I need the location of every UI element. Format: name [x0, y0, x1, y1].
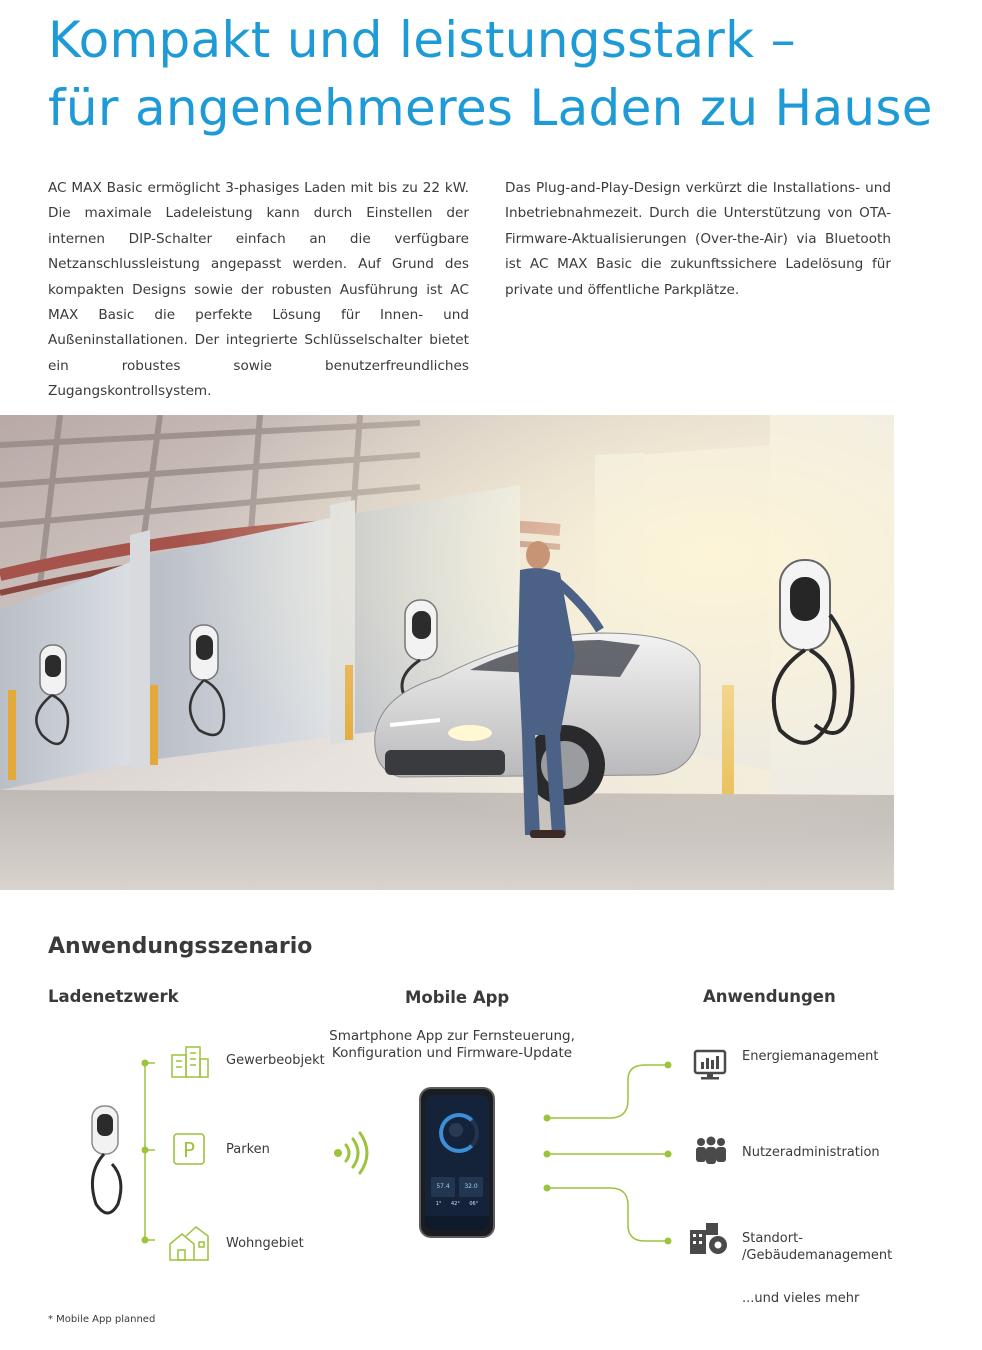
intro-column-2: Das Plug-and-Play-Design verkürzt die Installations- und Inbetriebnahmezeit. Durch die Unterstützung von OTA-Firmware-Aktualisierungen (Over-the-Air) via Bluetooth ist AC MAX Basic die zukunftssichere Ladelösung für private und öffentliche Parkplätze. — [505, 180, 891, 298]
screen-temps — [431, 1201, 483, 1211]
app-description: Smartphone App zur Fernsteuerung, Konfiguration und Firmware-Update — [329, 1028, 575, 1061]
app-item-energy: Energiemanagement — [742, 1049, 879, 1064]
scenario-title: Anwendungsszenario — [48, 934, 313, 959]
phone-screen — [425, 1095, 489, 1230]
building-gear-icon — [688, 1220, 732, 1260]
users-group-icon — [692, 1136, 730, 1166]
app-title: Mobile App — [405, 988, 510, 1007]
app-item-facility: Standort- /Gebäudemanagement — [742, 1231, 893, 1263]
hero-image — [0, 415, 894, 890]
intro-column-1: AC MAX Basic ermöglicht 3-phasiges Laden mit bis zu 22 kW. Die maximale Ladeleistung kann durch Einstellen der internen DIP-Schalter einfach an die verfügbare Netzanschlussleistung angepasst werden. Auf Grund des kompakten Designs sowie der robusten Ausführung ist AC MAX Basic die perfekte Lösung für Innen- und Außeninstallationen. Der integrierte Schlüsselschalter bietet ein robustes sowie benutzerfreundliches Zugangskontrollsystem. — [48, 180, 469, 400]
svg-text:P: P — [182, 1138, 196, 1162]
network-title: Ladenetzwerk — [48, 987, 179, 1006]
network-item-commercial: Gewerbeobjekt — [226, 1053, 325, 1068]
building-icon — [168, 1043, 210, 1079]
network-item-residential: Wohngebiet — [226, 1236, 304, 1251]
app-item-users: Nutzeradministration — [742, 1145, 880, 1160]
parking-icon — [172, 1132, 206, 1166]
footnote: * Mobile App planned — [48, 1314, 156, 1325]
network-item-parking: Parken — [226, 1142, 270, 1157]
monitor-chart-icon — [693, 1048, 729, 1084]
screen-temp-3: 06° — [469, 1201, 479, 1207]
smartphone-mockup — [419, 1087, 495, 1238]
applications-more: ...und vieles mehr — [742, 1291, 860, 1306]
screen-value-1: 57.4 — [431, 1177, 455, 1197]
screen-value-2: 32.0 — [459, 1177, 483, 1197]
screen-tabbar — [425, 1216, 489, 1230]
applications-title: Anwendungen — [703, 987, 836, 1006]
residential-icon — [168, 1224, 210, 1262]
headline-line-1: Kompakt und leistungsstark – — [48, 11, 796, 69]
screen-temp-2: 42° — [450, 1201, 460, 1207]
headline-line-2: für angenehmeres Laden zu Hause — [48, 79, 933, 137]
wireless-signal-icon — [332, 1128, 372, 1178]
screen-temp-1: 1° — [435, 1201, 442, 1207]
charger-icon — [84, 1100, 134, 1230]
page-headline — [48, 6, 948, 142]
